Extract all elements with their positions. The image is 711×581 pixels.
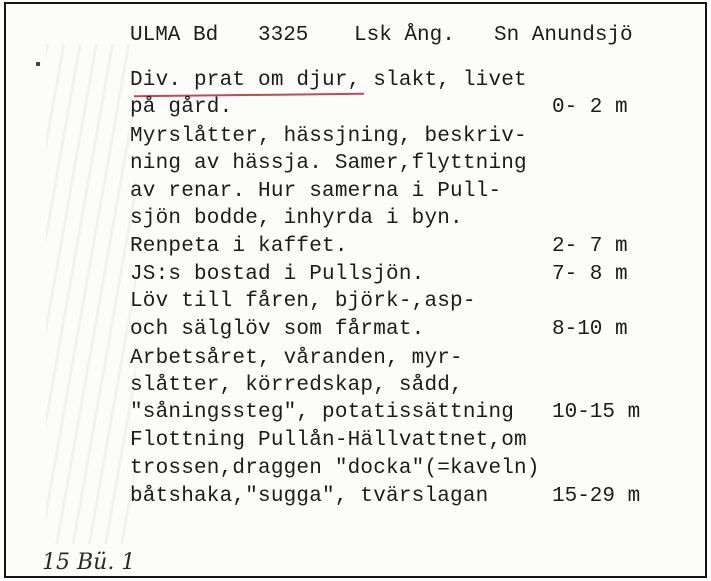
content-line-14: Flottning Pullån-Hällvattnet,om [130,429,527,452]
background-watermark [46,44,136,544]
handwritten-note: 15 Bü. 1 [42,550,136,575]
content-line-10: och sälglöv som fårmat. [130,318,425,341]
archive-label: ULMA Bd [130,24,219,47]
content-line-7: Renpeta i kaffet. [130,235,348,258]
content-line-1: Div. prat om djur, slakt, livet [130,69,527,92]
record-number: 3325 [258,24,309,47]
time-range-4: 8-10 m [552,318,628,341]
content-line-5: av renar. Hur samerna i Pull- [130,180,502,203]
content-line-16: båtshaka,"sugga", tvärslagan [130,485,489,508]
content-line-9: Löv till fåren, björk-,asp- [130,290,476,313]
content-line-12: slåtter, körredskap, sådd, [130,374,463,397]
content-line-8: JS:s bostad i Pullsjön. [130,263,425,286]
time-range-6: 15-29 m [552,485,641,508]
time-range-5: 10-15 m [552,401,641,424]
content-line-3: Myrslåtter, hässjning, beskriv- [130,125,527,148]
parish-label: Sn Anundsjö [494,24,633,47]
content-line-11: Arbetsåret, våranden, myr- [130,347,463,370]
time-range-3: 7- 8 m [552,263,628,286]
time-range-2: 2- 7 m [552,235,628,258]
punch-mark [36,62,40,66]
time-range-1: 0- 2 m [552,96,628,119]
content-line-6: sjön bodde, inhyrda i byn. [130,207,463,230]
content-line-4: ning av hässja. Samer,flyttning [130,152,527,175]
index-card [4,2,707,578]
content-line-13: "såningssteg", potatissättning [130,401,515,424]
content-line-15: trossen,draggen "docka"(=kaveln) [130,457,540,480]
content-line-2: på gård. [130,96,233,119]
province-label: Lsk Ång. [354,24,455,47]
